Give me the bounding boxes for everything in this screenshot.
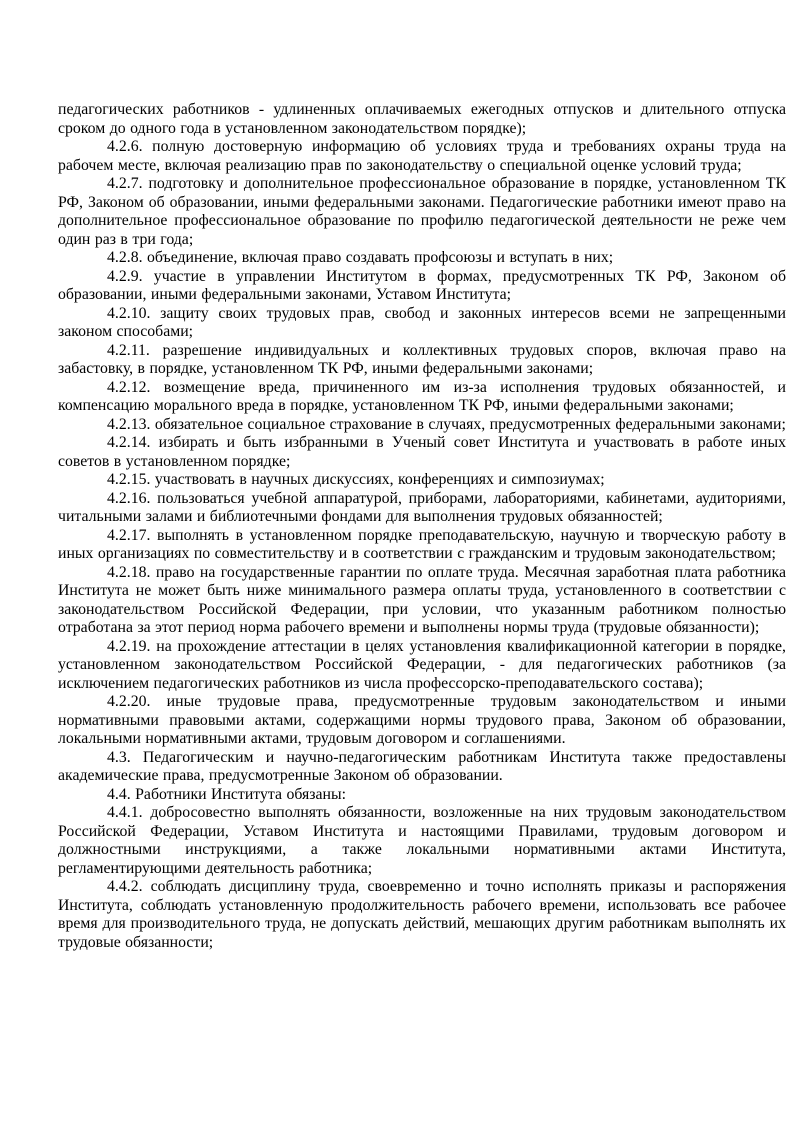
paragraph-4-2-14: 4.2.14. избирать и быть избранными в Ученый совет Института и участвовать в работе иных советов в установленном порядке; [58,434,786,470]
paragraph-4-3: 4.3. Педагогическим и научно-педагогическим работникам Института также предоставлены академические права, предусмотренные Законом об образовании. [58,748,786,784]
paragraph-4-2-9: 4.2.9. участие в управлении Институтом в формах, предусмотренных ТК РФ, Законом об образовании, иными федеральными законами, Уставом Института; [58,267,786,303]
paragraph-4-2-15: 4.2.15. участвовать в научных дискуссиях, конференциях и симпозиумах; [107,471,605,488]
paragraph-4-4-1: 4.4.1. добросовестно выполнять обязанности, возложенные на них трудовым законодательством Российской Федерации, Уставом Института и настоящими Правилами, трудовым договором и должностными инструкциями, а также локальными нормативными актами Института, регламентирующими деятельность работника; [58,804,786,877]
paragraph-4-2-17: 4.2.17. выполнять в установленном порядке преподавательскую, научную и творческую работу в иных организациях по совместительству и в соответствии с гражданским и трудовым законодательством; [58,526,786,562]
paragraph-4-2-11: 4.2.11. разрешение индивидуальных и коллективных трудовых споров, включая право на забастовку, в порядке, установленном ТК РФ, иными федеральными законами; [58,341,786,377]
paragraph-4-2-18: 4.2.18. право на государственные гарантии по оплате труда. Месячная заработная плата работника Института не может быть ниже минимального размера оплаты труда, установленного в соответствии с законодательством Российской Федерации, при условии, что указанным работником полностью отработана за этот период норма рабочего времени и выполнены нормы труда (трудовые обязанности); [58,563,786,636]
paragraph-4-4-2: 4.4.2. соблюдать дисциплину труда, своевременно и точно исполнять приказы и распоряжения Института, соблюдать установленную продолжительность рабочего времени, использовать все рабочее время для производительного труда, не допускать действий, мешающих другим работникам выполнять их трудовые обязанности; [58,878,786,951]
paragraph-4-2-20: 4.2.20. иные трудовые права, предусмотренные трудовым законодательством и иными нормативными правовыми актами, содержащими нормы трудового права, Законом об образовании, локальными нормативными актами, трудовым договором и соглашениями. [58,693,786,747]
paragraph-4-2-13: 4.2.13. обязательное социальное страхование в случаях, предусмотренных федеральными законами; [107,415,786,433]
paragraph-4-2-7: 4.2.7. подготовку и дополнительное профессиональное образование в порядке, установленном ТК РФ, Законом об образовании, иными федеральными законами. Педагогические работники имеют право на дополнительное профессиональное образование по профилю педагогической деятельности не реже чем один раз в три года; [58,175,786,248]
paragraph-continuation: педагогических работников - удлиненных оплачиваемых ежегодных отпусков и длительного отпуска сроком до одного года в установленном законодательством порядке); [58,101,786,137]
paragraph-4-4: 4.4. Работники Института обязаны: [107,785,346,803]
paragraph-4-2-8: 4.2.8. объединение, включая право создавать профсоюзы и вступать в них; [107,249,614,266]
paragraph-4-2-6: 4.2.6. полную достоверную информацию об условиях труда и требованиях охраны труда на рабочем месте, включая реализацию прав по законодательству о специальной оценке условий труда; [58,138,786,174]
paragraph-4-2-16: 4.2.16. пользоваться учебной аппаратурой, приборами, лабораториями, кабинетами, аудиториями, читальными залами и библиотечными фондами для выполнения трудовых обязанностей; [58,489,786,525]
paragraph-4-2-12: 4.2.12. возмещение вреда, причиненного им из-за исполнения трудовых обязанностей, и компенсацию морального вреда в порядке, установленном ТК РФ, иными федеральными законами; [58,378,786,414]
paragraph-4-2-19: 4.2.19. на прохождение аттестации в целях установления квалификационной категории в порядке, установленном законодательством Российской Федерации, - для педагогических работников (за исключением педагогических работников из числа профессорско-преподавательского состава); [58,637,786,692]
paragraph-4-2-10: 4.2.10. защиту своих трудовых прав, свобод и законных интересов всеми не запрещенными законом способами; [58,304,786,340]
